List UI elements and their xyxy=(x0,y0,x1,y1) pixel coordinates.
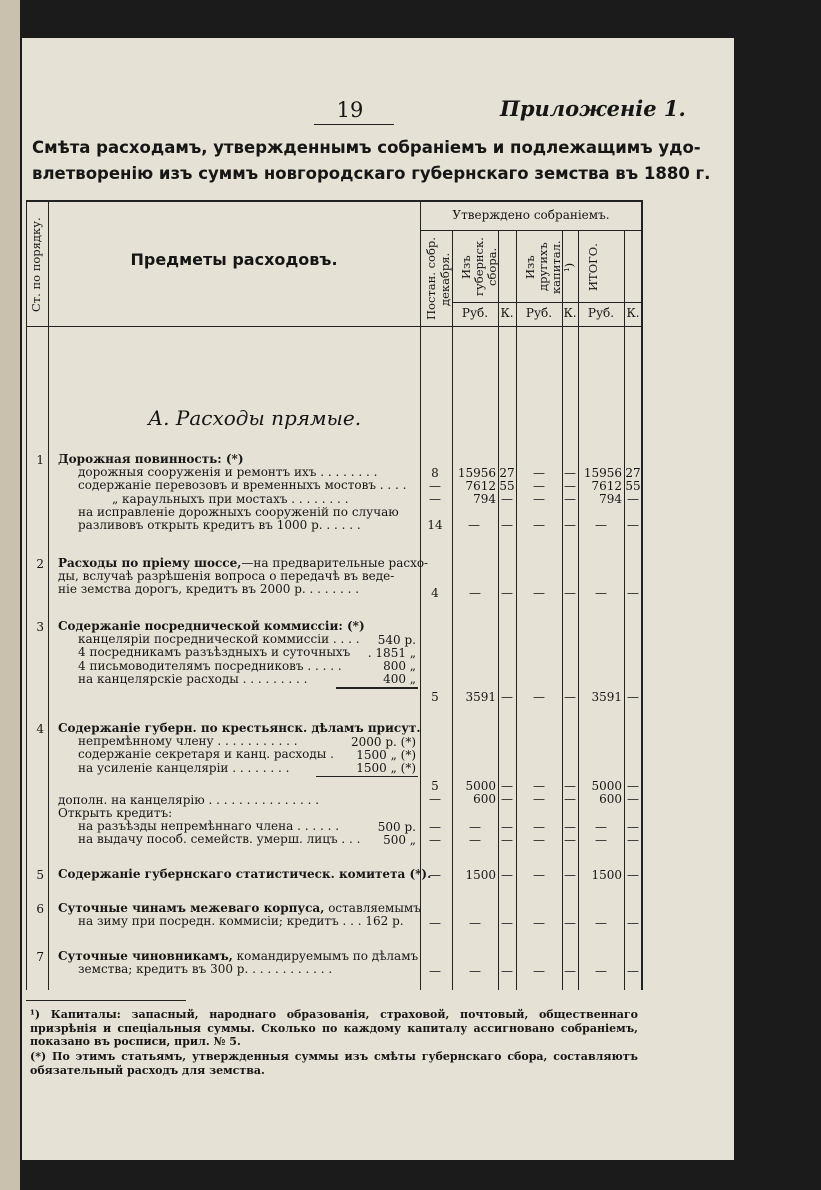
other-rub-value: — xyxy=(533,916,545,930)
item-7-block xyxy=(58,950,418,976)
adjacent-page-edge xyxy=(0,0,20,1190)
post-value: — xyxy=(429,792,441,806)
item-line: дополн. на канцелярiю . . . . . . . . . . . . . . . xyxy=(58,793,320,807)
item-title: Содержанiе посредническoй коммиссiи: (*) xyxy=(58,619,365,633)
item-line: 4 посредникамъ разъѣздныхъ и суточныхъ xyxy=(78,645,351,660)
post-value: 5 xyxy=(431,779,439,793)
item-line: содержанiе перевозовъ и временныхъ мостовъ . . . . xyxy=(78,478,407,493)
expense-table xyxy=(26,200,642,990)
footnote-1: ¹) Капиталы: запасный, народнаго образованiя, страховой, почтовый, общественнаго призрѣнiя и спецiальныя суммы. Сколько по каждому капиталу ассигновано собранiемъ, показано въ росписи, прил. № 5. xyxy=(30,1008,638,1048)
other-kop-value: — xyxy=(564,916,576,930)
item-6-block xyxy=(58,902,421,928)
gub-kop-value: — xyxy=(501,779,513,793)
gub-kop-value: — xyxy=(501,964,513,978)
order-col-header: Ст. по порядку. xyxy=(29,217,43,313)
dash: — xyxy=(429,820,441,834)
post-value: 14 xyxy=(427,518,443,532)
subtotal-rule xyxy=(336,687,418,689)
total-kop-value: — xyxy=(627,964,639,978)
post-value: — xyxy=(429,868,441,882)
item-line: канцеляріи посреднической коммиссіи . . . . xyxy=(78,632,360,647)
gub-kop-header: К. xyxy=(500,306,514,320)
item-line: разливовъ открыть кредитъ въ 1000 р. . . . . . xyxy=(78,518,361,533)
item-title: Содержанiе губернскаго статистическ. комитета (*). xyxy=(58,867,432,881)
other-kop-value: — xyxy=(564,492,576,506)
sub-amount: 400 „ xyxy=(383,672,416,686)
other-kop-value: — xyxy=(564,690,576,704)
other-rub-value: — xyxy=(533,586,545,600)
total-rub-value: — xyxy=(595,518,607,532)
other-rub-value: — xyxy=(533,868,545,882)
other-kop-value: — xyxy=(564,466,576,480)
dash: — xyxy=(627,833,639,847)
dash: — xyxy=(595,833,607,847)
credit-block xyxy=(58,807,360,847)
resolution-header: Постан. собр. декабря. xyxy=(424,237,452,321)
gub-kop-value: 55 xyxy=(499,479,515,493)
dash: — xyxy=(533,833,545,847)
total-rub-value: 1500 xyxy=(591,868,622,882)
other-rub-value: — xyxy=(533,792,545,806)
item-title: Дорожная повинность: (*) xyxy=(58,452,244,466)
dash: — xyxy=(469,833,481,847)
total-rub-value: 794 xyxy=(599,492,622,506)
other-rub-value: — xyxy=(533,479,545,493)
gub-kop-value: — xyxy=(501,868,513,882)
gub-kop-value: — xyxy=(501,792,513,806)
item-line: ды, вслучаѣ разрѣшенiя вопроса о передачѣ въ веде- xyxy=(58,569,395,584)
total-kop-value: — xyxy=(627,518,639,532)
total-kop-value: 27 xyxy=(625,466,641,480)
table-top-border xyxy=(26,200,642,202)
item-title: Суточные чинамъ межеваго корпуса, xyxy=(58,901,325,915)
sub-amount: 540 р. xyxy=(377,633,416,647)
post-value: — xyxy=(429,964,441,978)
gub-rub-value: 794 xyxy=(473,492,496,506)
item-number: 5 xyxy=(36,868,44,882)
page-number: 19 xyxy=(336,98,364,122)
gub-rub-value: 600 xyxy=(473,792,496,806)
sub-amount: 2000 р. (*) xyxy=(350,735,416,749)
item-number: 6 xyxy=(36,902,44,916)
other-kop-value: — xyxy=(564,779,576,793)
other-rub-value: — xyxy=(533,779,545,793)
item-line: содержанiе секретаря и канц. расходы . xyxy=(78,747,334,762)
dash: — xyxy=(595,820,607,834)
item-line: на зиму при посредн. коммисiи; кредитъ . . . 162 р. xyxy=(78,914,404,929)
rub-kop-header-rule xyxy=(452,302,642,303)
post-value: 4 xyxy=(431,586,439,600)
post-value: — xyxy=(429,492,441,506)
other-kop-value: — xyxy=(564,792,576,806)
post-value: — xyxy=(429,479,441,493)
total-header: ИТОГО. xyxy=(586,243,600,291)
item-line: командируемымъ по дѣламъ xyxy=(236,949,419,963)
dash: — xyxy=(429,833,441,847)
item-number: 4 xyxy=(36,722,44,736)
item-title: Содержанiе губерн. по крестьянск. дѣламъ присут. xyxy=(58,721,421,735)
item-number: 1 xyxy=(36,453,44,467)
gub-rub-value: 3591 xyxy=(465,690,496,704)
total-kop-value: — xyxy=(627,586,639,600)
item-line: на канцелярскiе расходы . . . . . . . . . xyxy=(78,671,308,686)
item-number: 3 xyxy=(36,620,44,634)
approved-header: Утверждено собранiемъ. xyxy=(452,208,610,222)
other-kop-value: — xyxy=(564,868,576,882)
item-line: непремѣнному члену . . . . . . . . . . . xyxy=(78,734,298,749)
total-kop-value: — xyxy=(627,916,639,930)
dash: — xyxy=(564,820,576,834)
table-left-border xyxy=(26,200,27,990)
total-rub-header: Руб. xyxy=(587,306,615,320)
gub-kop-value: — xyxy=(501,518,513,532)
item-number: 2 xyxy=(36,557,44,571)
other-rub-value: — xyxy=(533,492,545,506)
approved-header-rule xyxy=(420,230,642,231)
post-value: — xyxy=(429,916,441,930)
item-line: на выдачу пособ. семейств. умерш. лицъ . . . xyxy=(78,832,361,847)
other-header: Изъ другихъ капитал. ¹) xyxy=(523,240,576,294)
sub-amount: 500 р. xyxy=(377,820,416,834)
other-rub-value: — xyxy=(533,518,545,532)
gub-rub-value: 5000 xyxy=(465,779,496,793)
document-page xyxy=(22,38,734,1160)
gub-rub-value: — xyxy=(469,964,481,978)
dash: — xyxy=(501,820,513,834)
post-value: 8 xyxy=(431,466,439,480)
gub-rub-value: — xyxy=(468,518,480,532)
appendix-label: Приложенiе 1. xyxy=(500,96,686,121)
gub-kop-value: — xyxy=(501,586,513,600)
page-number-rule xyxy=(314,124,394,125)
gub-header: Изъ губернск. сбора. xyxy=(459,237,499,297)
gub-rub-value: — xyxy=(469,916,481,930)
other-kop-value: — xyxy=(564,586,576,600)
other-rub-header: Руб. xyxy=(525,306,553,320)
gub-kop-value: — xyxy=(501,492,513,506)
header-bottom-border xyxy=(26,326,642,327)
total-kop-value: — xyxy=(627,868,639,882)
total-kop-value: — xyxy=(627,690,639,704)
document-title-line-1: Смѣта расходамъ, утвержденнымъ собранiемъ и подлежащимъ удо- xyxy=(32,138,701,157)
total-kop-value: — xyxy=(627,492,639,506)
item-line: дорожныя сооруженiя и ремонтъ ихъ . . . . . . . . xyxy=(78,465,378,480)
gub-rub-value: 1500 xyxy=(465,868,496,882)
section-a-title: А. Расходы прямые. xyxy=(148,406,362,430)
item-line: „ караульныхъ при мостахъ . . . . . . . . xyxy=(112,491,349,506)
dash: — xyxy=(469,820,481,834)
item-title: Суточные чиновникамъ, xyxy=(58,949,233,963)
order-col-border xyxy=(48,200,49,990)
gub-rub-header: Руб. xyxy=(461,306,489,320)
dash: — xyxy=(564,833,576,847)
total-kop-value: — xyxy=(627,779,639,793)
item-1-block xyxy=(58,453,407,532)
gub-kop-value: 27 xyxy=(499,466,515,480)
total-rub-value: 5000 xyxy=(591,779,622,793)
post-value: 5 xyxy=(431,690,439,704)
footnote-2: (*) По этимъ статьямъ, утвержденныя суммы изъ смѣты губернскаго сбора, составляютъ обязательный расходъ для земства. xyxy=(30,1050,638,1077)
item-2-block xyxy=(58,557,428,597)
other-rub-value: — xyxy=(533,964,545,978)
other-kop-value: — xyxy=(564,479,576,493)
total-kop-header: К. xyxy=(626,306,640,320)
item-line: на разъѣзды непремѣннаго члена . . . . . . xyxy=(78,819,340,834)
subjects-header: Предметы расходовъ. xyxy=(130,250,338,269)
sub-amount: 1500 „ (*) xyxy=(356,761,416,775)
item-3-block xyxy=(58,620,365,686)
total-kop-value: — xyxy=(627,792,639,806)
gub-rub-value: 7612 xyxy=(465,479,496,493)
total-rub-value: 15956 xyxy=(583,466,622,480)
item-line: нiе земства дорогъ, кредитъ въ 2000 р. . . . . . . . xyxy=(58,582,360,597)
sub-amount: 1500 „ (*) xyxy=(356,748,416,762)
other-kop-value: — xyxy=(564,964,576,978)
item-line: оставляемымъ xyxy=(328,901,421,915)
document-title-line-2: влетворенiю изъ суммъ новгородскаго губернскаго земства въ 1880 г. xyxy=(32,164,711,183)
dash: — xyxy=(533,820,545,834)
other-rub-value: — xyxy=(533,466,545,480)
gub-rub-value: 15956 xyxy=(457,466,496,480)
sub-amount: 500 „ xyxy=(383,833,416,847)
dash: — xyxy=(501,833,513,847)
item-line: на усиленiе канцелярiи . . . . . . . . xyxy=(78,760,290,775)
dash: — xyxy=(627,820,639,834)
total-kop-value: 55 xyxy=(625,479,641,493)
other-kop-header: К. xyxy=(563,306,577,320)
footnote-rule xyxy=(26,1000,186,1001)
other-rub-value: — xyxy=(533,690,545,704)
other-kop-value: — xyxy=(564,518,576,532)
total-rub-value: — xyxy=(595,916,607,930)
item-line: —на предварительные расхо- xyxy=(241,556,429,570)
item-number: 7 xyxy=(36,950,44,964)
gub-kop-value: — xyxy=(501,916,513,930)
total-rub-value: — xyxy=(595,586,607,600)
item-line: земства; кредитъ въ 300 р. . . . . . . . . . . . xyxy=(78,962,333,977)
gub-kop-value: — xyxy=(501,690,513,704)
total-rub-value: 600 xyxy=(599,792,622,806)
total-rub-value: 7612 xyxy=(591,479,622,493)
total-rub-value: 3591 xyxy=(591,690,622,704)
credit-heading: Открыть кредитъ: xyxy=(58,806,173,820)
gub-rub-value: — xyxy=(469,586,481,600)
item-line: на исправленiе дорожныхъ сооруженiй по случаю xyxy=(78,504,399,519)
subtotal-rule xyxy=(316,776,418,777)
sub-amount: . 1851 „ xyxy=(367,646,416,660)
item-title: Расходы по прiему шоссе, xyxy=(58,556,242,570)
item-line: 4 письмоводителямъ посредниковъ . . . . . xyxy=(78,658,342,673)
total-rub-value: — xyxy=(595,964,607,978)
sub-amount: 800 „ xyxy=(383,659,416,673)
